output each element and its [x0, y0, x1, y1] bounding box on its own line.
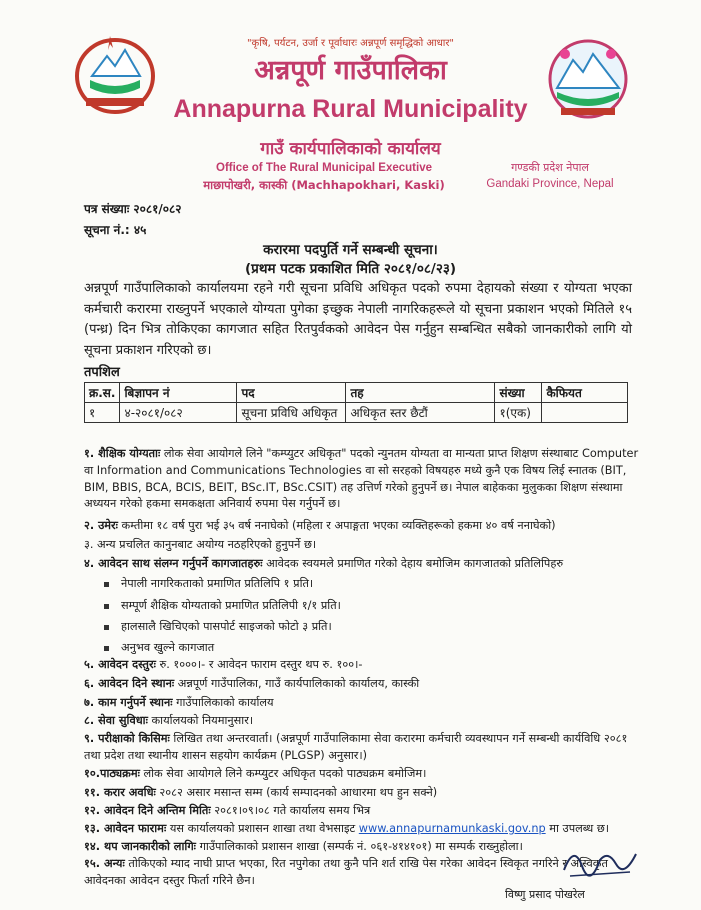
table-header: संख्या: [495, 383, 542, 403]
item-exam-type: ९. परीक्षाको किसिमः लिखित तथा अन्तरवार्ता। (अन्नपूर्ण गाउँपालिकामा सेवा करारमा कर्मचारी व्यवस्थापन गर्ने सम्बन्धी कार्यविधि २०८१ तथा प्रदेश तथा स्थानीय शासन सहयोग कार्यक्रम (PLGSP) अनुसार।): [84, 732, 628, 762]
notice-title: करारमा पदपुर्ति गर्ने सम्बन्धी सूचना।: [263, 242, 438, 258]
bullet-icon: [104, 604, 109, 609]
website-link[interactable]: www.annapurnamunkaski.gov.np: [358, 822, 546, 835]
table-cell: सूचना प्रविधि अधिकृत: [237, 403, 346, 423]
item-deadline: १२. आवेदन दिने अन्तिम मितिः २०८१।०९।०८ गते कार्यालय समय भित्र: [84, 804, 371, 817]
table-header: कैफियत: [542, 383, 628, 403]
table-header: क्र.स.: [85, 383, 120, 403]
notice-subtitle: (प्रथम पटक प्रकाशित मिति २०८१/०८/२३): [244, 261, 457, 277]
document-item: नेपाली नागरिकताको प्रमाणित प्रतिलिपि १ प्रति।: [104, 576, 313, 591]
requirement-text: लोक सेवा आयोगले लिने "कम्प्युटर अधिकृत" पदको न्युनतम योग्यता वा मान्यता प्राप्त शिक्षण संस्थाबाट Computer वा Information and Communications Technologies वा सो सरहको विषयहरु मध्ये कुनै एक विषय लिई स्नातक (BIT, BIM, BBIS, BCA, BCIS, BEIT, BSc.IT, BSc.CSIT) तह उत्तिर्ण गरेको हुनुपर्ने छ। नेपाल बाहेकका मुलुकका शिक्षण संस्थामा अध्ययन गरेको हकमा समकक्षता अनिवार्य रुपमा पेस गर्नुपर्ने छ।: [84, 447, 639, 511]
item-syllabus: १०.पाठ्यक्रमः लोक सेवा आयोगले लिने कम्प्युटर अधिकृत पदको पाठ्यक्रम बमोजिम।: [84, 767, 427, 780]
signature-scribble: [560, 840, 640, 884]
item-work-place: ७. काम गर्नुपर्ने स्थानः गाउँपालिकाको कार्यालय: [84, 696, 274, 709]
item-apply-place: ६. आवेदन दिने स्थानः अन्नपूर्ण गाउँपालिका, गाउँ कार्यपालिकाको कार्यालय, कास्की: [84, 677, 420, 690]
motto: "कृषि, पर्यटन, उर्जा र पूर्वाधारः अन्नपूर्ण समृद्धिको आधार": [246, 38, 455, 49]
document-item: अनुभव खुल्ने कागजात: [104, 640, 214, 655]
table-header-row: [85, 383, 628, 403]
requirement-text: आवेदक स्वयमले प्रमाणित गरेको देहाय बमोजिम कागजातको प्रतिलिपिहरु: [266, 557, 564, 570]
office-name-nepali: गाउँ कार्यपालिकाको कार्यालय: [260, 139, 441, 159]
requirement-label: १. शैक्षिक योग्यताः: [84, 447, 161, 460]
item-benefits: ८. सेवा सुविधाः कार्यालयको नियमानुसार।: [84, 714, 254, 727]
item-contact: १४. थप जानकारीको लागिः गाउँपालिकाको प्रशासन शाखा (सम्पर्क नं. ०६१-४१४१०१) मा सम्पर्क राख्नुहोला।: [84, 840, 523, 853]
details-label: तपशिल: [84, 365, 120, 380]
province-english: Gandaki Province, Nepal: [486, 178, 614, 190]
requirement-age: [84, 518, 644, 535]
office-location: माछापोखरी, कास्की (Machhapokhari, Kaski): [203, 178, 445, 192]
notice-body: अन्नपूर्ण गाउँपालिकाको कार्यालयमा रहने गरी सूचना प्रविधि अधिकृत पदको रुपमा देहायको संख्या र योग्यता भएका कर्मचारी करारमा राख्नुपर्ने भएकाले योग्यता पुगेका इच्छुक नेपाली नागरिकहरूले यो सूचना प्रकाशन भएको मितिले १५ (पन्ध्र) दिन भित्र तोकिएका कागजात सहित रितपुर्वकको आवेदन पेस गर्नुहुन सम्बन्धित सबैको जानकारीको लागि यो सूचना प्रकाशन गरिएको छ।: [84, 281, 632, 358]
requirement-text: ३. अन्य प्रचलित कानुनबाट अयोग्य नठहरिएको हुनुपर्ने छ।: [84, 538, 317, 551]
item-fee: ५. आवेदन दस्तुरः रु. १०००।- र आवेदन फाराम दस्तुर थप रु. १००।-: [84, 658, 363, 671]
vacancy-table: [84, 382, 628, 423]
table-header: पद: [237, 383, 346, 403]
notice-number: सूचना नं.: ४५: [84, 223, 147, 237]
municipality-name-english: Annapurna Rural Municipality: [173, 95, 528, 123]
office-name-english: Office of The Rural Municipal Executive: [216, 162, 432, 174]
table-row: [85, 403, 628, 423]
item-other: १५. अन्यः तोकिएको म्याद नाघी प्राप्त भएका, रित नपुगेका तथा कुनै पनि शर्त राखि पेस गरेका आवेदन स्विकृत नगरिने र अस्विकृत आवेदनका आवेदन दस्तुर फिर्ता गरिने छैन।: [84, 857, 608, 887]
item-application-form: १३. आवेदन फारामः यस कार्यालयको प्रशासन शाखा तथा वेभसाइट www.annapurnamunkaski.gov.np मा उपलब्ध छ।: [84, 822, 610, 835]
table-cell: १: [85, 403, 120, 423]
requirement-text: कम्तीमा १८ वर्ष पुरा भई ३५ वर्ष ननाघेको (महिला र अपाङ्गता भएका व्यक्तिहरूको हकमा ४० वर्ष ननाघेको): [121, 519, 556, 532]
signatory-name: विष्णु प्रसाद पोखरेल: [505, 888, 585, 901]
bullet-icon: [104, 646, 109, 651]
document-item: हालसालै खिचिएको पासपोर्ट साइजको फोटो ३ प्रति।: [104, 619, 332, 634]
document-item: सम्पूर्ण शैक्षिक योग्यताको प्रमाणित प्रतिलिपी १/१ प्रति।: [104, 598, 341, 613]
requirement-label: ४. आवेदन साथ संलग्न गर्नुपर्ने कागजातहरुः: [84, 557, 263, 570]
requirement-label: २. उमेरः: [84, 519, 118, 532]
table-cell: १(एक): [495, 403, 542, 423]
bullet-icon: [104, 582, 109, 587]
requirement-documents: [84, 556, 644, 573]
requirement-education: [84, 446, 644, 513]
municipality-name-nepali: अन्नपूर्ण गाउँपालिका: [254, 55, 447, 86]
item-contract-period: ११. करार अवधिः २०८२ असार मसान्त सम्म (कार्य सम्पादनको आधारमा थप हुन सक्ने): [84, 786, 438, 799]
requirement-eligibility: [84, 537, 644, 554]
table-header: बिज्ञापन नं: [120, 383, 237, 403]
bullet-icon: [104, 625, 109, 630]
table-cell: [542, 403, 628, 423]
province-nepali: गण्डकी प्रदेश नेपाल: [511, 161, 589, 174]
table-cell: ४-२०८१/०८२: [120, 403, 237, 423]
table-header: तह: [346, 383, 495, 403]
letter-number: पत्र संख्याः २०८१/०८२: [84, 202, 182, 216]
table-cell: अधिकृत स्तर छैटौं: [346, 403, 495, 423]
